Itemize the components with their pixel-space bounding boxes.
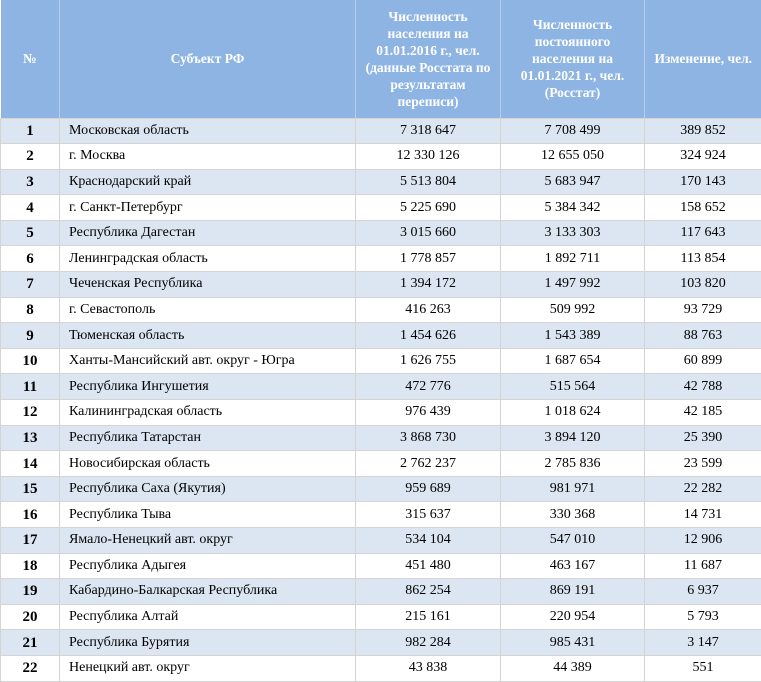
population-change: 42 788 <box>645 374 761 400</box>
table-row <box>1 348 761 374</box>
population-2021: 12 655 050 <box>501 144 645 170</box>
population-2016: 416 263 <box>356 297 501 323</box>
population-change: 23 599 <box>645 451 761 477</box>
table-row <box>1 630 761 656</box>
population-change: 3 147 <box>645 630 761 656</box>
row-number: 11 <box>1 374 60 400</box>
header-pop-2016: Численность населения на 01.01.2016 г., чел. (данные Росстата по результатам переписи) <box>356 0 501 118</box>
population-2021: 509 992 <box>501 297 645 323</box>
population-change: 42 185 <box>645 400 761 426</box>
population-2016: 5 513 804 <box>356 169 501 195</box>
population-2021: 330 368 <box>501 502 645 528</box>
population-2016: 215 161 <box>356 604 501 630</box>
header-row <box>1 0 761 118</box>
row-number: 20 <box>1 604 60 630</box>
header-pop-2021: Численность постоянного населения на 01.01.2021 г., чел. (Росстат) <box>501 0 645 118</box>
population-change: 93 729 <box>645 297 761 323</box>
population-2021: 5 683 947 <box>501 169 645 195</box>
population-2021: 44 389 <box>501 655 645 681</box>
population-change: 12 906 <box>645 528 761 554</box>
population-change: 60 899 <box>645 348 761 374</box>
population-2021: 547 010 <box>501 528 645 554</box>
population-change: 324 924 <box>645 144 761 170</box>
population-2016: 1 454 626 <box>356 323 501 349</box>
population-change: 113 854 <box>645 246 761 272</box>
table-row <box>1 144 761 170</box>
subject-name: Республика Бурятия <box>60 630 356 656</box>
subject-name: Чеченская Республика <box>60 272 356 298</box>
population-2016: 3 868 730 <box>356 425 501 451</box>
population-2021: 1 543 389 <box>501 323 645 349</box>
table-row <box>1 604 761 630</box>
row-number: 2 <box>1 144 60 170</box>
population-2016: 7 318 647 <box>356 118 501 144</box>
table-body <box>1 118 761 681</box>
table-row <box>1 655 761 681</box>
row-number: 16 <box>1 502 60 528</box>
population-2016: 976 439 <box>356 400 501 426</box>
population-change: 389 852 <box>645 118 761 144</box>
population-2021: 5 384 342 <box>501 195 645 221</box>
row-number: 7 <box>1 272 60 298</box>
population-2021: 7 708 499 <box>501 118 645 144</box>
table-row <box>1 425 761 451</box>
population-2016: 5 225 690 <box>356 195 501 221</box>
header-change: Изменение, чел. <box>645 0 761 118</box>
population-2016: 43 838 <box>356 655 501 681</box>
population-2021: 981 971 <box>501 476 645 502</box>
population-2021: 1 687 654 <box>501 348 645 374</box>
table-row <box>1 118 761 144</box>
population-change: 88 763 <box>645 323 761 349</box>
table-header <box>1 0 761 118</box>
subject-name: Тюменская область <box>60 323 356 349</box>
population-2016: 472 776 <box>356 374 501 400</box>
row-number: 4 <box>1 195 60 221</box>
population-2016: 3 015 660 <box>356 220 501 246</box>
population-2021: 463 167 <box>501 553 645 579</box>
population-2016: 2 762 237 <box>356 451 501 477</box>
row-number: 10 <box>1 348 60 374</box>
subject-name: Московская область <box>60 118 356 144</box>
population-2016: 1 626 755 <box>356 348 501 374</box>
subject-name: Республика Алтай <box>60 604 356 630</box>
subject-name: г. Москва <box>60 144 356 170</box>
population-change: 11 687 <box>645 553 761 579</box>
table-row <box>1 451 761 477</box>
row-number: 9 <box>1 323 60 349</box>
row-number: 17 <box>1 528 60 554</box>
table-row <box>1 220 761 246</box>
table-row <box>1 553 761 579</box>
subject-name: Республика Ингушетия <box>60 374 356 400</box>
population-2016: 959 689 <box>356 476 501 502</box>
population-2016: 982 284 <box>356 630 501 656</box>
row-number: 19 <box>1 579 60 605</box>
population-change: 158 652 <box>645 195 761 221</box>
row-number: 21 <box>1 630 60 656</box>
population-2016: 315 637 <box>356 502 501 528</box>
subject-name: Республика Татарстан <box>60 425 356 451</box>
row-number: 22 <box>1 655 60 681</box>
table-row <box>1 374 761 400</box>
row-number: 3 <box>1 169 60 195</box>
population-2021: 220 954 <box>501 604 645 630</box>
table-row <box>1 246 761 272</box>
table-row <box>1 272 761 298</box>
population-change: 6 937 <box>645 579 761 605</box>
row-number: 18 <box>1 553 60 579</box>
table-row <box>1 476 761 502</box>
population-2021: 869 191 <box>501 579 645 605</box>
subject-name: Ленинградская область <box>60 246 356 272</box>
population-2016: 451 480 <box>356 553 501 579</box>
subject-name: Краснодарский край <box>60 169 356 195</box>
subject-name: Ханты-Мансийский авт. округ - Югра <box>60 348 356 374</box>
row-number: 8 <box>1 297 60 323</box>
table-row <box>1 400 761 426</box>
population-2021: 1 018 624 <box>501 400 645 426</box>
row-number: 6 <box>1 246 60 272</box>
table-row <box>1 297 761 323</box>
subject-name: Республика Адыгея <box>60 553 356 579</box>
row-number: 14 <box>1 451 60 477</box>
population-2016: 862 254 <box>356 579 501 605</box>
row-number: 1 <box>1 118 60 144</box>
population-2016: 1 778 857 <box>356 246 501 272</box>
population-2021: 985 431 <box>501 630 645 656</box>
population-2021: 1 497 992 <box>501 272 645 298</box>
population-2021: 3 133 303 <box>501 220 645 246</box>
subject-name: г. Севастополь <box>60 297 356 323</box>
population-change: 170 143 <box>645 169 761 195</box>
subject-name: Новосибирская область <box>60 451 356 477</box>
population-2021: 3 894 120 <box>501 425 645 451</box>
population-2016: 534 104 <box>356 528 501 554</box>
subject-name: Кабардино-Балкарская Республика <box>60 579 356 605</box>
population-2021: 515 564 <box>501 374 645 400</box>
table-row <box>1 195 761 221</box>
population-change: 14 731 <box>645 502 761 528</box>
row-number: 15 <box>1 476 60 502</box>
row-number: 13 <box>1 425 60 451</box>
table-row <box>1 169 761 195</box>
population-2016: 1 394 172 <box>356 272 501 298</box>
table-row <box>1 528 761 554</box>
subject-name: Республика Дагестан <box>60 220 356 246</box>
row-number: 12 <box>1 400 60 426</box>
row-number: 5 <box>1 220 60 246</box>
population-2016: 12 330 126 <box>356 144 501 170</box>
table-row <box>1 323 761 349</box>
population-change: 117 643 <box>645 220 761 246</box>
subject-name: Республика Саха (Якутия) <box>60 476 356 502</box>
population-change: 22 282 <box>645 476 761 502</box>
population-2021: 1 892 711 <box>501 246 645 272</box>
population-change: 5 793 <box>645 604 761 630</box>
subject-name: Республика Тыва <box>60 502 356 528</box>
table-row <box>1 502 761 528</box>
header-num: № <box>1 0 60 118</box>
subject-name: Ямало-Ненецкий авт. округ <box>60 528 356 554</box>
population-change: 25 390 <box>645 425 761 451</box>
population-change: 103 820 <box>645 272 761 298</box>
population-2021: 2 785 836 <box>501 451 645 477</box>
header-subject: Субъект РФ <box>60 0 356 118</box>
subject-name: Калининградская область <box>60 400 356 426</box>
population-change: 551 <box>645 655 761 681</box>
subject-name: Ненецкий авт. округ <box>60 655 356 681</box>
table-row <box>1 579 761 605</box>
subject-name: г. Санкт-Петербург <box>60 195 356 221</box>
